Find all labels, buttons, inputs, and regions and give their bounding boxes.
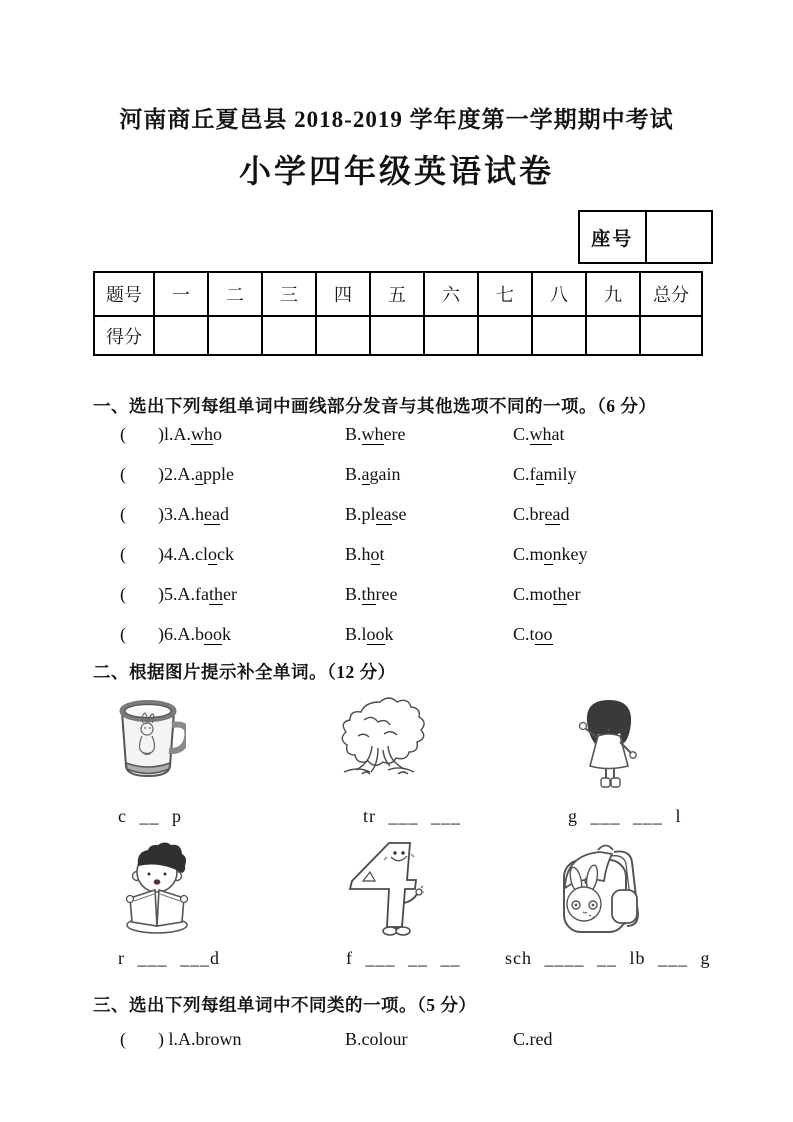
section-one-title: 一、选出下列每组单词中画线部分发音与其他选项不同的一项。（6 分） <box>93 396 657 416</box>
score-table-question-cell: 总分 <box>640 272 702 316</box>
question-row <box>120 504 773 544</box>
underlined-letters: o <box>543 544 553 564</box>
option-b: B.three <box>345 584 398 604</box>
underlined-letters: ea <box>375 504 392 524</box>
option-b: B.again <box>345 464 401 484</box>
score-table-question-cell: 六 <box>424 272 478 316</box>
option-a: )l.A.who <box>158 424 222 444</box>
word-blank-label: f ___ __ __ <box>346 948 461 968</box>
boy-reading-image <box>118 840 198 935</box>
number-four-image <box>342 840 424 940</box>
score-table-score-cell <box>316 316 370 355</box>
underlined-letters: a <box>361 464 370 484</box>
score-table <box>93 271 703 356</box>
underlined-letters: ea <box>544 504 561 524</box>
option-b: B.colour <box>345 1029 408 1049</box>
underlined-letters: wh <box>529 424 552 444</box>
option-c: C.too <box>513 624 553 644</box>
exam-title: 河南商丘夏邑县 2018-2019 学年度第一学期期中考试 <box>119 107 674 132</box>
underlined-letters: a <box>195 464 203 484</box>
underlined-letters: ea <box>204 504 220 524</box>
word-blank-label: r ___ ___d <box>118 948 220 968</box>
answer-bracket: ( <box>120 424 126 444</box>
seat-number-blank-cell <box>647 212 712 262</box>
underlined-letters: oo <box>534 624 553 644</box>
score-table-score-cell <box>640 316 702 355</box>
underlined-letters: a <box>535 464 544 484</box>
question-row <box>120 464 773 504</box>
word-blank-label: sch ____ __ lb ___ g <box>505 948 711 968</box>
option-b: B.where <box>345 424 406 444</box>
word-blank-label: g ___ ___ l <box>568 806 682 826</box>
score-table-question-cell: 九 <box>586 272 640 316</box>
option-b: B.hot <box>345 544 385 564</box>
score-table-score-cell <box>154 316 208 355</box>
score-table-question-cell: 五 <box>370 272 424 316</box>
option-a: )6.A.book <box>158 624 231 644</box>
answer-bracket: ( <box>120 624 126 644</box>
underlined-letters: wh <box>191 424 213 444</box>
score-table-question-cell: 八 <box>532 272 586 316</box>
question-row <box>120 624 773 664</box>
score-table-row-scores <box>94 316 702 355</box>
question-row <box>120 584 773 624</box>
question-row <box>120 1029 773 1069</box>
score-table-question-cell: 二 <box>208 272 262 316</box>
score-table-question-cell: 一 <box>154 272 208 316</box>
option-a: )5.A.father <box>158 584 237 604</box>
score-table-score-cell <box>478 316 532 355</box>
word-blank-label: tr ___ ___ <box>363 806 461 826</box>
answer-bracket: ( <box>120 584 126 604</box>
section-three-questions <box>120 1029 773 1069</box>
option-c: C.monkey <box>513 544 588 564</box>
option-a: )4.A.clock <box>158 544 234 564</box>
score-table-row1-label: 题号 <box>94 272 154 316</box>
option-c: C.bread <box>513 504 570 524</box>
option-b: B.please <box>345 504 407 524</box>
section-one-questions <box>120 424 773 664</box>
score-table-score-cell <box>586 316 640 355</box>
seat-number-label: 座号 <box>580 212 647 262</box>
underlined-letters: oo <box>366 624 385 644</box>
score-table-score-cell <box>370 316 424 355</box>
underlined-letters: oo <box>204 624 222 644</box>
underlined-letters: o <box>207 544 217 564</box>
answer-bracket: ( <box>120 464 126 484</box>
answer-bracket: ( <box>120 544 126 564</box>
answer-bracket: ( <box>120 504 126 524</box>
option-a: )2.A.apple <box>158 464 234 484</box>
score-table-score-cell <box>532 316 586 355</box>
schoolbag-image <box>548 836 654 940</box>
option-a: ) l.A.brown <box>158 1029 242 1049</box>
exam-subtitle: 小学四年级英语试卷 <box>238 153 554 189</box>
score-table-question-cell: 七 <box>478 272 532 316</box>
option-c: C.what <box>513 424 565 444</box>
score-table-row-questions <box>94 272 702 316</box>
score-table-score-cell <box>424 316 478 355</box>
tree-image <box>328 690 432 792</box>
underlined-letters: th <box>361 584 376 604</box>
option-a: )3.A.head <box>158 504 229 524</box>
underlined-letters: th <box>208 584 223 604</box>
score-table-score-cell <box>208 316 262 355</box>
score-table-question-cell: 四 <box>316 272 370 316</box>
question-row <box>120 544 773 584</box>
section-three-title: 三、选出下列每组单词中不同类的一项。（5 分） <box>93 995 477 1015</box>
seat-number-box <box>578 210 713 264</box>
option-c: C.mother <box>513 584 581 604</box>
underlined-letters: o <box>370 544 380 564</box>
score-table-score-cell <box>262 316 316 355</box>
answer-bracket: ( <box>120 1029 126 1049</box>
word-blank-label: c __ p <box>118 806 182 826</box>
underlined-letters: wh <box>361 424 384 444</box>
score-table-question-cell: 三 <box>262 272 316 316</box>
cup-image <box>116 698 186 783</box>
option-b: B.look <box>345 624 394 644</box>
underlined-letters: th <box>552 584 567 604</box>
section-two-title: 二、根据图片提示补全单词。（12 分） <box>93 662 396 682</box>
option-c: C.red <box>513 1029 553 1049</box>
girl-image <box>566 694 652 798</box>
option-c: C.family <box>513 464 577 484</box>
score-table-row2-label: 得分 <box>94 316 154 355</box>
question-row <box>120 424 773 464</box>
